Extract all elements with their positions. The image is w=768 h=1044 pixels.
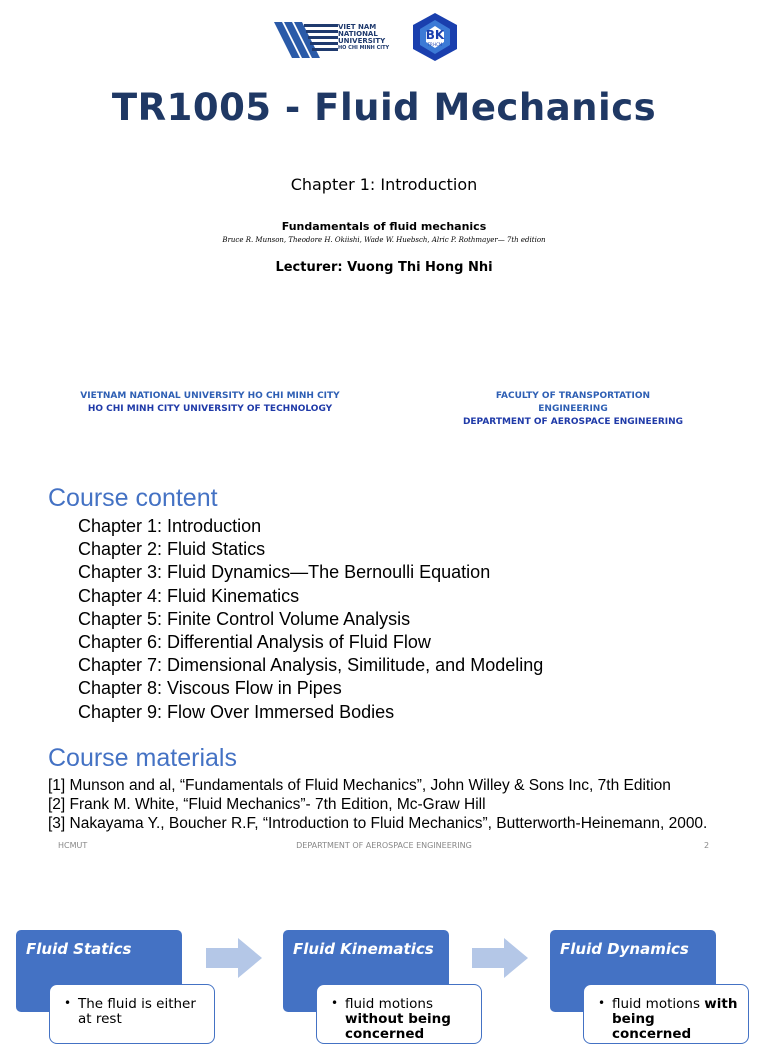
chapter-item: Chapter 8: Viscous Flow in Pipes (78, 678, 342, 699)
chapter-item: Chapter 6: Differential Analysis of Fluid Flow (78, 632, 431, 653)
institution-right-line: FACULTY OF TRANSPORTATION (495, 391, 651, 401)
institution-right-line: ENGINEERING (538, 404, 608, 414)
materials-list (48, 776, 707, 834)
right-arrow-icon (472, 938, 528, 978)
chapter-list (78, 515, 543, 724)
institution-left-line: VIETNAM NATIONAL UNIVERSITY HO CHI MINH CITY (80, 391, 340, 401)
subcard-fluid-statics (49, 984, 215, 1044)
subcard-text-bold: with being concerned (612, 996, 738, 1042)
vnu-stripes-icon (272, 18, 342, 62)
right-arrow-icon (206, 938, 262, 978)
chapter-item: Chapter 5: Finite Control Volume Analysis (78, 608, 411, 629)
material-item: [1] Munson and al, “Fundamentals of Fluid Mechanics”, John Willey & Sons Inc, 7th Edition (48, 777, 671, 794)
subcard-text: fluid motions (345, 996, 433, 1012)
page-number: 2 (704, 841, 710, 850)
chapter-item: Chapter 4: Fluid Kinematics (78, 585, 300, 606)
card-title: Fluid Statics (26, 940, 132, 958)
chapter-item: Chapter 7: Dimensional Analysis, Similitude, and Modeling (78, 655, 544, 676)
bk-logo (410, 12, 460, 62)
card-title: Fluid Kinematics (293, 940, 434, 958)
institution-left-line: HO CHI MINH CITY UNIVERSITY OF TECHNOLOGY (87, 404, 333, 414)
chapter-item: Chapter 1: Introduction (78, 516, 262, 536)
card-title: Fluid Dynamics (560, 940, 689, 958)
bullet-icon: • (331, 996, 339, 1010)
footer-center: DEPARTMENT OF AEROSPACE ENGINEERING (296, 841, 472, 850)
material-item: [2] Frank M. White, “Fluid Mechanics”- 7th Edition, Mc-Graw Hill (48, 796, 486, 814)
subcard-fluid-kinematics (316, 984, 482, 1044)
chapter-title: Chapter 1: Introduction (290, 175, 478, 194)
subcard-fluid-dynamics (583, 984, 749, 1044)
bk-logo-label: BK (425, 28, 445, 42)
material-item: [3] Nakayama Y., Boucher R.F, “Introduction to Fluid Mechanics”, Butterworth-Heinemann, 2000. (48, 815, 708, 833)
bullet-icon: • (64, 996, 72, 1010)
chapter-item: Chapter 9: Flow Over Immersed Bodies (78, 701, 395, 722)
bullet-icon: • (598, 996, 606, 1010)
chapter-item: Chapter 3: Fluid Dynamics—The Bernoulli Equation (78, 562, 491, 583)
footer-left: HCMUT (58, 841, 88, 850)
course-title: TR1005 - Fluid Mechanics (111, 86, 657, 129)
institution-right-line: DEPARTMENT OF AEROSPACE ENGINEERING (462, 417, 684, 427)
lecturer-name: Lecturer: Vuong Thi Hong Nhi (275, 260, 493, 275)
vnu-logo (272, 18, 402, 62)
institution-right (440, 390, 706, 429)
subcard-text: The fluid is either at rest (78, 996, 196, 1027)
chapter-item: Chapter 2: Fluid Statics (78, 539, 266, 560)
book-title: Fundamentals of fluid mechanics (281, 220, 487, 233)
book-authors: Bruce R. Munson, Theodore H. Okiishi, Wade W. Huebsch, Alric P. Rothmayer— 7th edition (222, 236, 546, 244)
course-materials-heading: Course materials (48, 744, 237, 772)
bk-logo-sublabel: TP.HCM (427, 42, 443, 47)
subcard-text: fluid motions (612, 996, 705, 1012)
institution-left (60, 390, 360, 416)
vnu-logo-text: VIET NAM NATIONAL UNIVERSITY HO CHI MINH CITY (338, 23, 390, 51)
subcard-text-bold: without being concerned (345, 1011, 451, 1042)
course-content-heading: Course content (48, 484, 218, 512)
